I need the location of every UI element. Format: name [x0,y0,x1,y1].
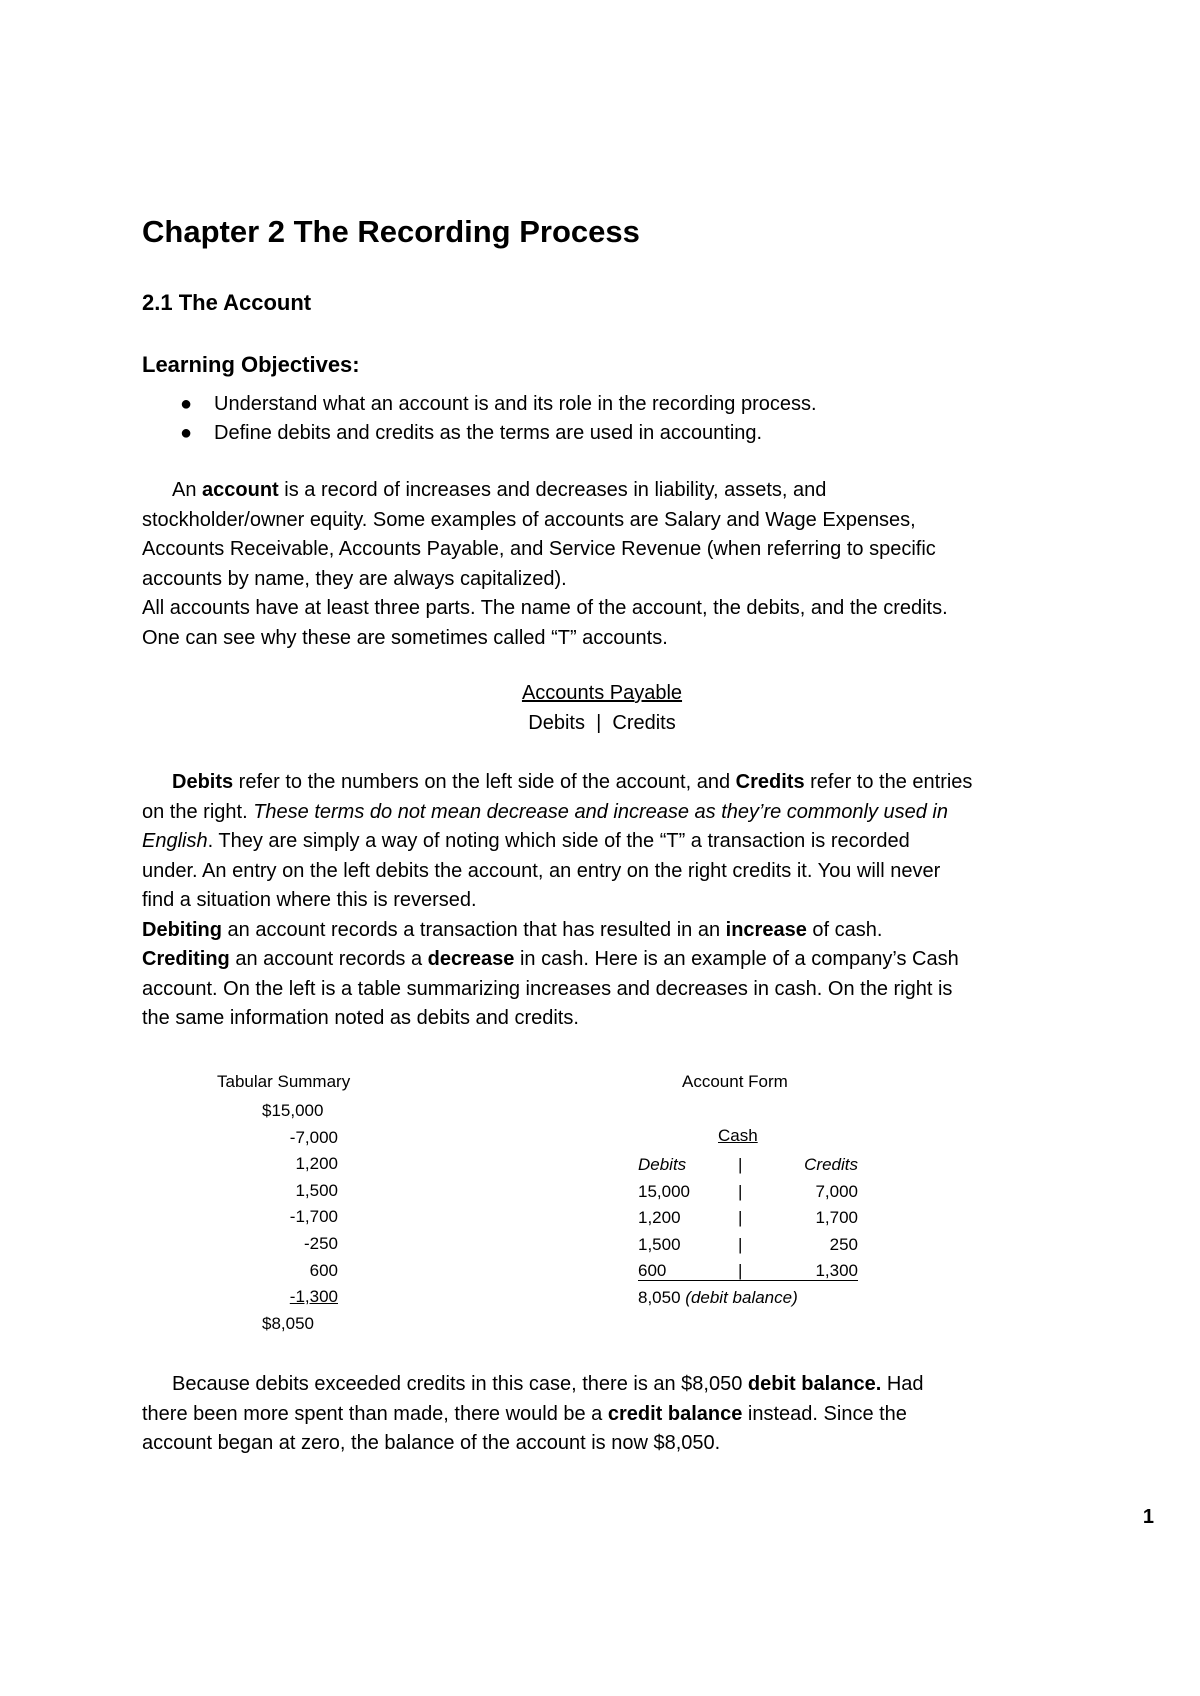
learning-objective-item [142,390,817,419]
bullet-icon: ● [180,393,193,415]
paragraph-debits-credits [142,768,1062,1034]
text-line [142,916,1062,946]
learning-objectives-title: Learning Objectives: [142,352,360,377]
bold-term-debits: Debits [172,771,234,793]
text-line: account. On the left is a table summarizing increases and decreases in cash. On the right is [142,977,953,1000]
bold-term-account: account [202,479,279,501]
text-run: in cash. Here is an example of a company’s Cash [514,948,959,970]
credit-value: 7,000 [815,1181,858,1201]
text-line: find a situation where this is reversed. [142,889,477,911]
tabular-value: -1,700 [289,1207,338,1227]
text-line [142,945,1062,975]
italic-text: English [142,830,208,852]
text-run: is a record of increases and decreases in liability, assets, and [278,479,827,501]
text-line: Accounts Receivable, Accounts Payable, and Service Revenue (when referring to specific [142,538,936,560]
tabular-value-underlined [262,1284,338,1311]
page-number: 1 [1142,1506,1154,1528]
learning-objective-text: Understand what an account is and its role in the recording process. [214,393,817,415]
text-line [142,768,1062,798]
t-account-header-row [638,1152,858,1179]
bold-term-increase: increase [725,918,807,941]
tabular-summary-values [262,1098,338,1337]
text-line: All accounts have at least three parts. The name of the account, the debits, and the credits. [142,597,948,619]
text-run: . They are simply a way of noting which side of the “T” a transaction is recorded [207,830,910,852]
t-account-row [638,1205,858,1232]
t-account-separator: | [738,1208,743,1228]
text-line: stockholder/owner equity. Some examples of accounts are Salary and Wage Expenses, [142,508,916,531]
balance-value: 8,050 [638,1287,681,1307]
text-line: the same information noted as debits and credits. [142,1007,579,1029]
tabular-value: -7,000 [289,1127,338,1147]
bold-term-decrease: decrease [427,948,515,970]
text-run: refer to the entries [804,771,973,793]
chapter-title: Chapter 2 The Recording Process [142,214,640,249]
accounts-payable-columns: Debits | Credits [528,712,676,734]
text-run: there been more spent than made, there would be a [142,1402,608,1425]
cash-account-title: Cash [718,1126,758,1145]
accounts-payable-title: Accounts Payable [521,682,683,704]
t-account-row [638,1232,858,1259]
t-account-row [638,1179,858,1206]
credit-value: 1,300 [815,1261,858,1281]
tabular-start-value: $15,000 [262,1101,324,1120]
text-line [142,1370,1062,1400]
debit-value: 1,200 [638,1208,681,1228]
text-line: accounts by name, they are always capitalized). [142,567,567,590]
tabular-value: 600 [309,1260,338,1280]
text-run: refer to the numbers on the left side of the account, and [233,771,736,793]
t-account-separator: | [738,1181,743,1201]
text-run: an account records a transaction that has resulted in an [222,918,726,941]
tabular-value: 1,200 [295,1154,338,1174]
credits-header: Credits [804,1155,858,1174]
bold-term-crediting: Crediting [142,948,230,970]
debit-value: 1,500 [638,1234,681,1254]
text-line [142,476,1062,506]
text-run: instead. Since the [742,1402,907,1425]
debits-header: Debits [638,1155,687,1174]
t-account-separator: | [738,1234,743,1254]
bullet-icon: ● [180,422,193,444]
debit-value: 15,000 [638,1181,690,1201]
text-run: of cash. [806,918,883,941]
bold-term-debit-balance: debit balance. [747,1373,882,1395]
section-title: 2.1 The Account [142,290,312,315]
italic-text: These terms do not mean decrease and increase as they’re commonly used in [253,800,948,823]
text-line: One can see why these are sometimes called “T” accounts. [142,626,668,649]
paragraph-balance [142,1370,1062,1459]
text-run: an account records a [229,948,428,970]
learning-objectives-list [142,390,817,448]
balance-note: (debit balance) [685,1287,798,1307]
t-account-separator: | [738,1261,743,1281]
tabular-value: -250 [303,1233,338,1253]
t-account-balance [638,1285,858,1312]
text-run: on the right. [142,800,254,823]
t-account-row-final [638,1258,858,1285]
t-account-separator: | [738,1155,743,1174]
tabular-summary-title: Tabular Summary [217,1072,351,1091]
text-line: account began at zero, the balance of the account is now $8,050. [142,1432,721,1454]
credit-value: 1,700 [815,1208,858,1228]
text-run: Because debits exceeded credits in this case, there is an $8,050 [172,1373,748,1395]
tabular-value: 1,500 [295,1180,338,1200]
account-form-title: Account Form [682,1072,788,1091]
learning-objective-item [142,419,817,448]
text-line [142,1400,1062,1430]
text-line [142,827,1062,857]
bold-term-credits: Credits [735,771,805,793]
total-underline [638,1280,858,1281]
bold-term-credit-balance: credit balance [607,1402,743,1425]
tabular-total-value: $8,050 [262,1313,314,1333]
credit-value: 250 [829,1234,858,1254]
debit-value: 600 [638,1261,667,1281]
text-run: An [172,479,203,501]
learning-objective-text: Define debits and credits as the terms are used in accounting. [214,422,763,444]
text-line [142,798,1062,828]
tabular-value: -1,300 [289,1287,338,1307]
text-run: Had [881,1373,924,1395]
bold-term-debiting: Debiting [142,918,222,941]
text-line: under. An entry on the left debits the account, an entry on the right credits it. You will never [142,859,941,882]
cash-t-account [638,1152,858,1312]
paragraph-account-definition [142,476,1062,653]
